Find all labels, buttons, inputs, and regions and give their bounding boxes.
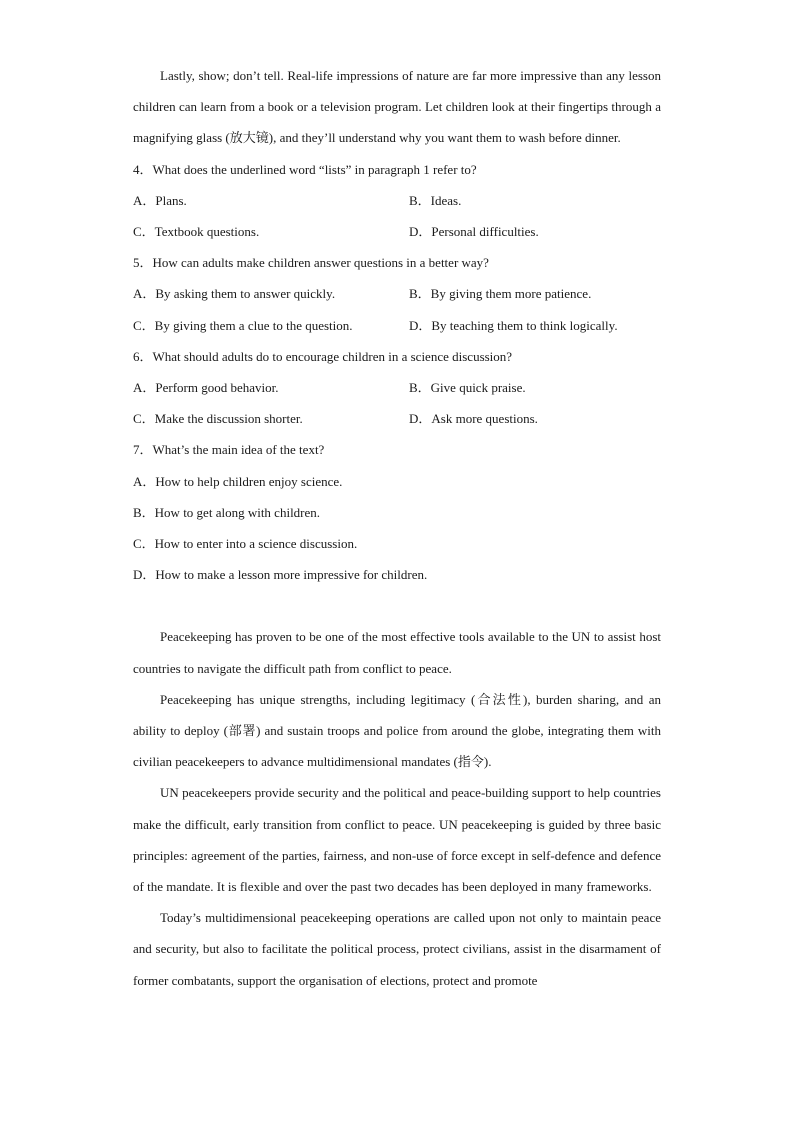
- option-c: C．How to enter into a science discussion.: [133, 536, 358, 552]
- passage-paragraph: Today’s multidimensional peacekeeping operations are called upon not only to maintain peace and security, but also to facilitate the political process, protect civilians, assist in the disarmament of former combatants, support the organisation of elections, protect and promote: [133, 910, 661, 988]
- question-stem: 4．What does the underlined word “lists” in paragraph 1 refer to?: [133, 161, 477, 177]
- question-stem: 6．What should adults do to encourage children in a science discussion?: [133, 348, 513, 364]
- options-row: [133, 403, 661, 434]
- option-b: B．By giving them more patience.: [409, 286, 592, 302]
- option-b: B．Give quick praise.: [409, 380, 526, 396]
- question-6: [133, 341, 661, 435]
- option-c: C．Make the discussion shorter.: [133, 411, 303, 427]
- option-b: B．How to get along with children.: [133, 504, 321, 520]
- passage-paragraph: UN peacekeepers provide security and the political and peace-building support to help countries make the difficult, early transition from conflict to peace. UN peacekeeping is guided by three basic principles: agreement of the parties, fairness, and non-use of force except in self-defence and defence of the mandate. It is flexible and over the past two decades has been deployed in many frameworks.: [133, 785, 661, 895]
- options-row: [133, 372, 661, 403]
- option-d: D．Personal difficulties.: [409, 224, 539, 240]
- options-row: [133, 310, 661, 341]
- option-d: D．Ask more questions.: [409, 411, 538, 427]
- option-c: C．Textbook questions.: [133, 224, 260, 240]
- question-4: [133, 154, 661, 248]
- options-row: [133, 216, 661, 247]
- question-stem: 5．How can adults make children answer questions in a better way?: [133, 255, 489, 271]
- document-page: [133, 60, 661, 996]
- options-row: [133, 278, 661, 309]
- option-d: D．By teaching them to think logically.: [409, 317, 618, 333]
- question-stem: 7．What’s the main idea of the text?: [133, 442, 325, 458]
- option-b: B．Ideas.: [409, 192, 462, 208]
- option-c: C．By giving them a clue to the question.: [133, 317, 353, 333]
- question-5: [133, 247, 661, 341]
- option-a: A．Plans.: [133, 192, 187, 208]
- passage-paragraph: Lastly, show; don’t tell. Real-life impressions of nature are far more impressive than any lesson children can learn from a book or a television program. Let children look at their fingertips through a magnifying glass (放大镜), and they’ll understand why you want them to wash before dinner.: [133, 68, 661, 146]
- section-gap: [133, 590, 661, 621]
- passage-paragraph: Peacekeeping has unique strengths, including legitimacy (合法性), burden sharing, and an ability to deploy (部署) and sustain troops and police from around the globe, integrating them with civilian peacekeepers to advance multidimensional mandates (指令).: [133, 691, 661, 770]
- passage-paragraph: Peacekeeping has proven to be one of the most effective tools available to the UN to assist host countries to navigate the difficult path from conflict to peace.: [133, 629, 661, 676]
- option-a: A．How to help children enjoy science.: [133, 473, 343, 489]
- options-row: [133, 185, 661, 216]
- question-7: [133, 434, 661, 590]
- option-a: A．By asking them to answer quickly.: [133, 286, 336, 302]
- option-a: A．Perform good behavior.: [133, 380, 279, 396]
- option-d: D．How to make a lesson more impressive for children.: [133, 567, 428, 583]
